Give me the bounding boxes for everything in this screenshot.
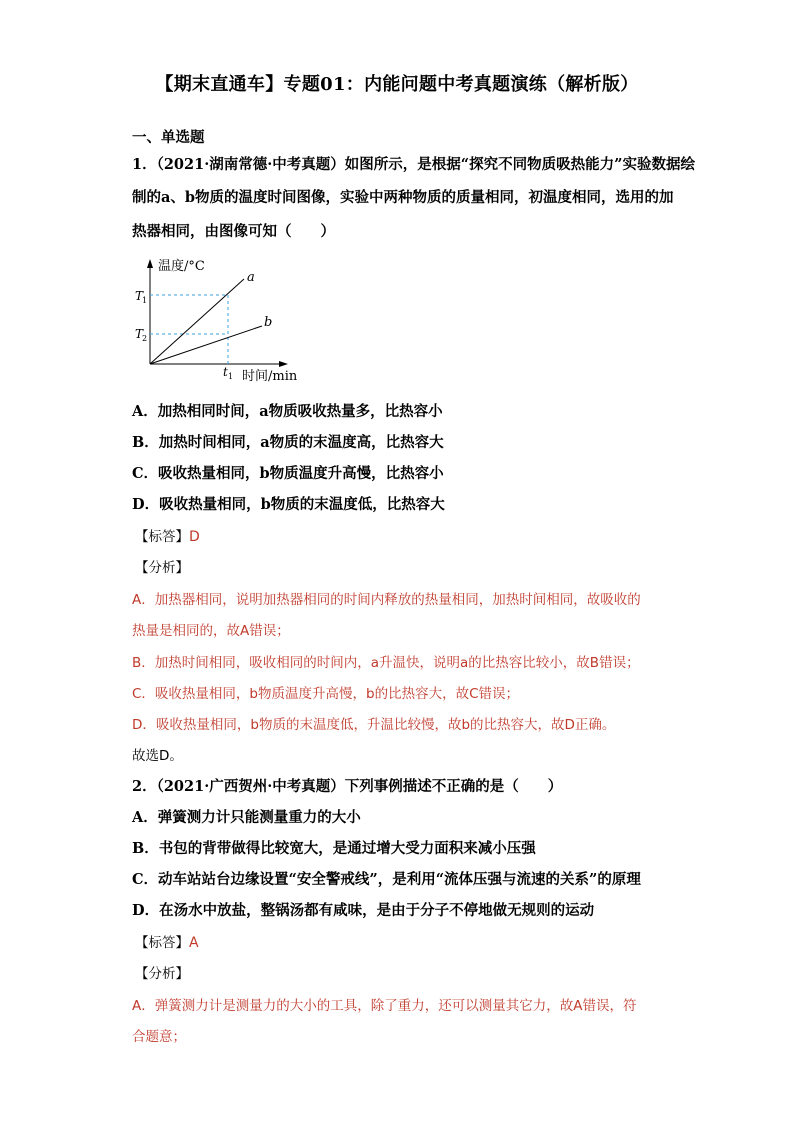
section-heading: 一、单选题 [132, 129, 205, 146]
q1-analysis-line-2: 热量是相同的，故A错误； [132, 623, 290, 639]
series-a-label: a [247, 270, 255, 285]
t1-sub: 1 [142, 296, 148, 305]
q1-answer-value: D [189, 529, 200, 545]
temperature-time-graph [128, 255, 313, 385]
q2-answer-tag: 【标答】 [135, 935, 189, 951]
q1-option-d: D．吸收热量相同，b物质的末温度低，比热容大 [132, 496, 445, 513]
q1-analysis-line-1: A．加热器相同，说明加热器相同的时间内释放的热量相同，加热时间相同，故吸收的 [132, 592, 641, 608]
q2-option-a: A．弹簧测力计只能测量重力的大小 [132, 809, 361, 826]
q2-analysis-line-2: 合题意； [132, 1029, 186, 1045]
q1-stem-line-2: 制的a、b物质的温度时间图像，实验中两种物质的质量相同，初温度相同，选用的加 [132, 189, 674, 206]
q1-analysis-line-4: C．吸收热量相同，b物质温度升高慢，b的比热容大，故C错误； [132, 686, 519, 702]
q2-option-b: B．书包的背带做得比较宽大，是通过增大受力面积来减小压强 [132, 840, 536, 857]
q1-stem-line-3: 热器相同，由图像可知（ ） [132, 223, 335, 240]
q2-analysis-line-1: A．弹簧测力计是测量力的大小的工具，除了重力，还可以测量其它力，故A错误，符 [132, 998, 637, 1014]
series-a-line [150, 279, 244, 364]
series-b-line [150, 326, 262, 364]
q1-answer [135, 525, 200, 545]
q2-stem: 2．（2021·广西贺州·中考真题）下列事例描述不正确的是（ ） [132, 778, 563, 795]
q1-answer-tag: 【标答】 [135, 529, 189, 545]
q1-analysis-tag: 【分析】 [135, 560, 189, 576]
q1-analysis-line-5: D．吸收热量相同，b物质的末温度低，升温比较慢，故b的比热容大，故D正确。 [132, 717, 616, 733]
q1-stem-line-1: 1．（2021·湖南常德·中考真题）如图所示，是根据“探究不同物质吸热能力”实验数据绘 [132, 156, 695, 173]
t2-label: T [135, 327, 144, 341]
t2-sub: 2 [142, 334, 148, 343]
y-axis-label: 温度/°C [158, 259, 205, 274]
q1-option-c: C．吸收热量相同，b物质温度升高慢，比热容小 [132, 465, 444, 482]
q1-analysis-line-6: 故选D。 [132, 748, 183, 764]
q2-option-c: C．动车站站台边缘设置“安全警戒线”，是利用“流体压强与流速的关系”的原理 [132, 871, 641, 888]
q2-answer [135, 931, 199, 951]
page-title: 【期末直通车】专题01：内能问题中考真题演练（解析版） [155, 74, 639, 95]
q1-analysis-line-3: B．加热时间相同，吸收相同的时间内，a升温快，说明a的比热容比较小，故B错误； [132, 655, 640, 671]
time-t1-sub: 1 [228, 372, 234, 381]
q1-option-b: B．加热时间相同，a物质的末温度高，比热容大 [132, 434, 444, 451]
time-t1-label: t [223, 365, 228, 379]
x-axis-label: 时间/min [242, 369, 298, 384]
q1-option-a: A．加热相同时间，a物质吸收热量多，比热容小 [132, 403, 443, 420]
q2-option-d: D．在汤水中放盐，整锅汤都有咸味，是由于分子不停地做无规则的运动 [132, 902, 595, 919]
series-b-label: b [264, 315, 273, 330]
q2-analysis-tag: 【分析】 [135, 966, 189, 982]
q2-answer-value: A [189, 935, 199, 951]
t1-label: T [135, 289, 144, 303]
